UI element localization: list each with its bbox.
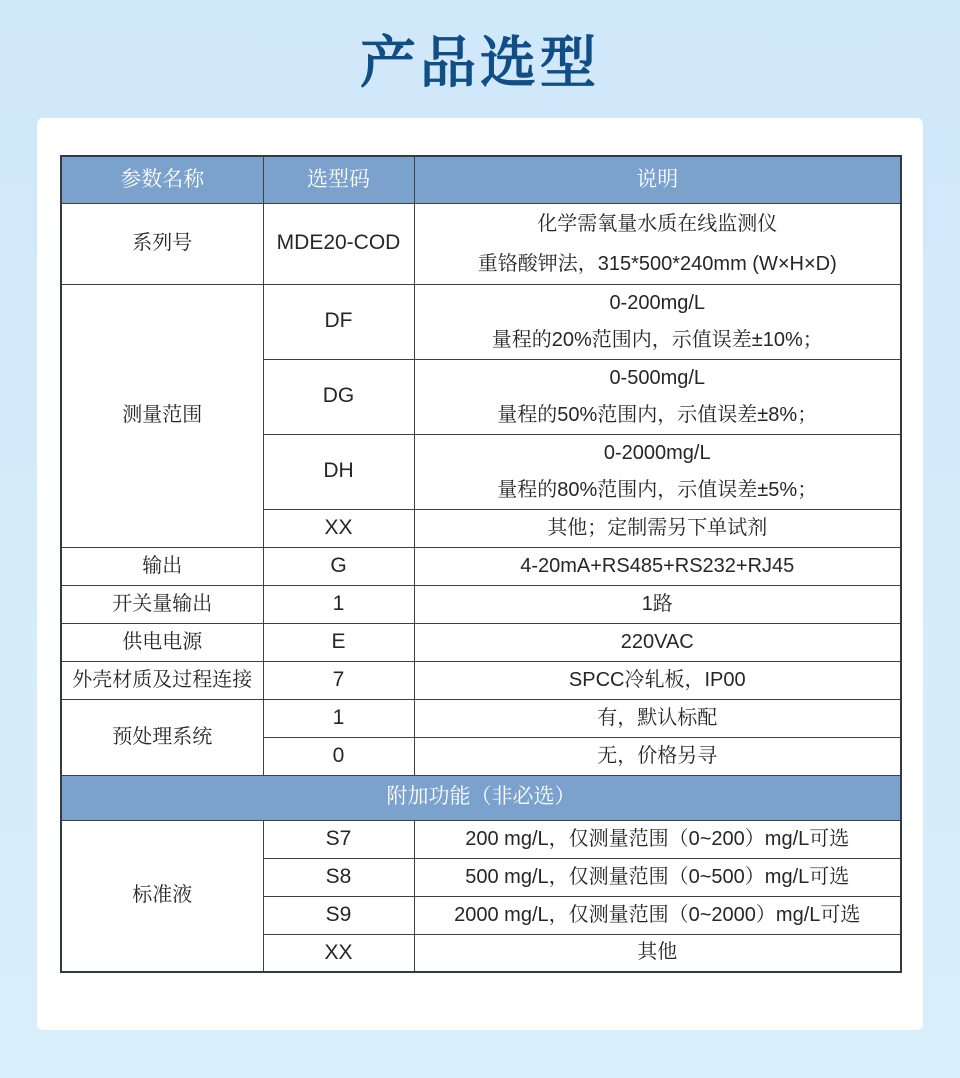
section-header-row — [61, 775, 901, 820]
code-cell: XX — [263, 934, 414, 972]
table-header-row — [61, 156, 901, 203]
desc-cell — [414, 434, 901, 509]
param-cell: 系列号 — [61, 203, 263, 284]
code-cell: XX — [263, 509, 414, 547]
section-header-label: 附加功能（非必选） — [61, 775, 901, 820]
row-series — [61, 203, 901, 284]
desc-cell: 4-20mA+RS485+RS232+RJ45 — [414, 547, 901, 585]
desc-cell — [414, 284, 901, 359]
param-cell: 输出 — [61, 547, 263, 585]
param-cell: 供电电源 — [61, 623, 263, 661]
code-cell: MDE20-COD — [263, 203, 414, 284]
column-header-param: 参数名称 — [61, 156, 263, 203]
row-housing — [61, 661, 901, 699]
desc-cell: 500 mg/L，仅测量范围（0~500）mg/L可选 — [414, 858, 901, 896]
desc-line: 量程的50%范围内，示值误差±8%； — [497, 403, 818, 426]
code-cell: S8 — [263, 858, 414, 896]
desc-cell — [414, 203, 901, 284]
code-cell: DF — [263, 284, 414, 359]
code-cell: DG — [263, 359, 414, 434]
title-bar — [0, 0, 960, 118]
desc-line: 重铬酸钾法，315*500*240mm (W×H×D) — [477, 252, 837, 275]
desc-line: 0-200mg/L — [609, 291, 706, 314]
row-switch-output — [61, 585, 901, 623]
column-header-desc: 说明 — [414, 156, 901, 203]
code-cell: S9 — [263, 896, 414, 934]
code-cell: 0 — [263, 737, 414, 775]
desc-line: 量程的20%范围内，示值误差±10%； — [491, 328, 823, 351]
desc-line: 0-2000mg/L — [603, 441, 711, 464]
desc-cell: 其他；定制需另下单试剂 — [414, 509, 901, 547]
param-cell: 开关量输出 — [61, 585, 263, 623]
row-power-supply — [61, 623, 901, 661]
desc-cell: 有，默认标配 — [414, 699, 901, 737]
desc-line: 化学需氧量水质在线监测仪 — [537, 212, 778, 235]
code-cell: E — [263, 623, 414, 661]
code-cell: 1 — [263, 699, 414, 737]
param-cell-standard: 标准液 — [61, 820, 263, 972]
code-cell: G — [263, 547, 414, 585]
page-title: 产品选型 — [360, 31, 600, 94]
row-range-df — [61, 284, 901, 359]
product-selection-table — [60, 155, 902, 973]
code-cell: 7 — [263, 661, 414, 699]
desc-cell: 1路 — [414, 585, 901, 623]
column-header-code: 选型码 — [263, 156, 414, 203]
row-pretreatment-1 — [61, 699, 901, 737]
code-cell: DH — [263, 434, 414, 509]
desc-cell: 220VAC — [414, 623, 901, 661]
row-output — [61, 547, 901, 585]
desc-cell: 2000 mg/L，仅测量范围（0~2000）mg/L可选 — [414, 896, 901, 934]
desc-line: 量程的80%范围内，示值误差±5%； — [497, 478, 818, 501]
content-card — [37, 118, 923, 1030]
param-cell-range: 测量范围 — [61, 284, 263, 547]
desc-cell — [414, 359, 901, 434]
desc-cell: 无，价格另寻 — [414, 737, 901, 775]
desc-cell: SPCC冷轧板，IP00 — [414, 661, 901, 699]
code-cell: 1 — [263, 585, 414, 623]
param-cell-pretreatment: 预处理系统 — [61, 699, 263, 775]
param-cell: 外壳材质及过程连接 — [61, 661, 263, 699]
desc-cell: 200 mg/L，仅测量范围（0~200）mg/L可选 — [414, 820, 901, 858]
row-standard-s7 — [61, 820, 901, 858]
code-cell: S7 — [263, 820, 414, 858]
desc-line: 0-500mg/L — [609, 366, 706, 389]
desc-cell: 其他 — [414, 934, 901, 972]
